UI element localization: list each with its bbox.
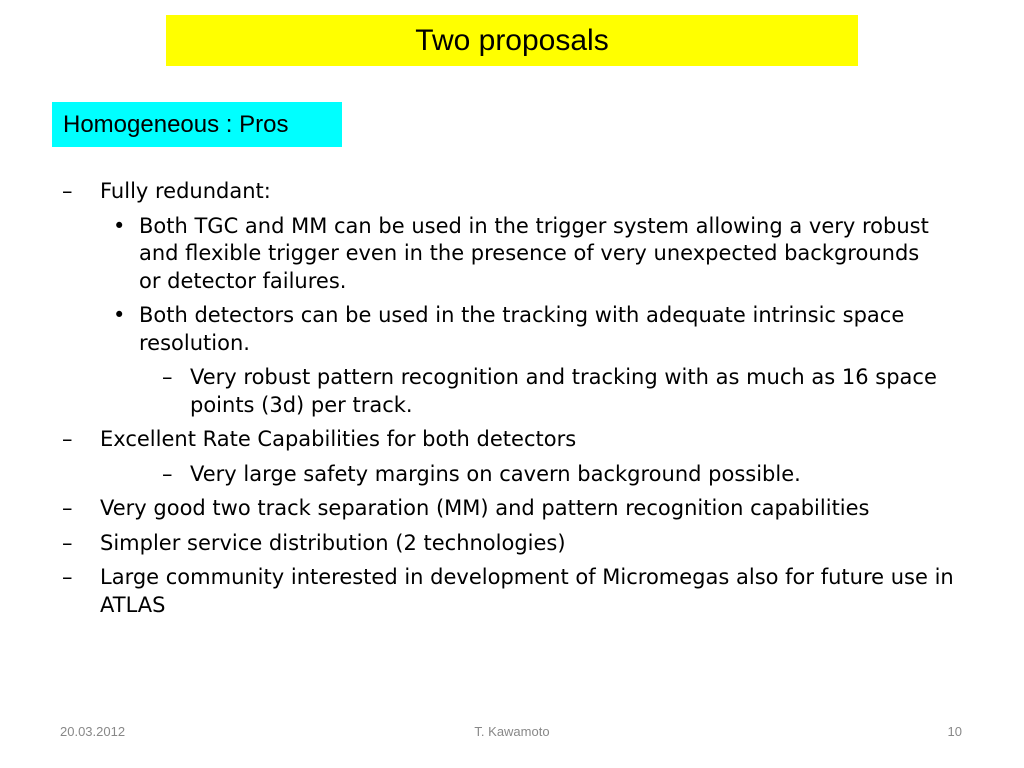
bullet-marker: •	[113, 303, 126, 327]
bullet-marker: •	[113, 213, 126, 238]
dash-marker: –	[62, 496, 73, 520]
list-item-text: Fully redundant:	[100, 179, 271, 203]
list-item-text: Simpler service distribution (2 technologies)	[100, 530, 566, 555]
footer-author: T. Kawamoto	[474, 724, 550, 739]
list-item	[113, 302, 939, 357]
list-item	[62, 495, 970, 523]
slide-subtitle-text: Homogeneous : Pros	[63, 110, 289, 138]
footer-date: 20.03.2012	[60, 724, 126, 739]
dash-marker: –	[162, 365, 173, 389]
slide-content	[0, 178, 1024, 626]
footer-page-number: 10	[947, 724, 962, 739]
list-item	[62, 530, 970, 558]
list-item	[62, 564, 970, 619]
dash-marker: –	[62, 179, 73, 203]
list-item	[162, 461, 960, 489]
dash-marker: –	[162, 461, 173, 486]
list-item-text: Both detectors can be used in the tracking with adequate intrinsic space resolution.	[139, 303, 905, 355]
dash-marker: –	[62, 530, 73, 555]
list-item	[62, 426, 970, 454]
list-item-text: Very robust pattern recognition and tracking with as much as 16 space points (3d) per track.	[190, 365, 937, 417]
list-item-text: Very good two track separation (MM) and pattern recognition capabilities	[100, 496, 870, 520]
list-item	[62, 178, 970, 206]
dash-marker: –	[62, 427, 73, 451]
list-item-text: Large community interested in development of Micromegas also for future use in ATLAS	[100, 565, 954, 617]
dash-marker: –	[62, 565, 73, 589]
list-item-text: Very large safety margins on cavern background possible.	[190, 461, 801, 486]
list-item-text: Both TGC and MM can be used in the trigger system allowing a very robust and flexible trigger even in the presence of very unexpected backgrounds or detector failures.	[139, 213, 929, 293]
list-item-text: Excellent Rate Capabilities for both detectors	[100, 427, 577, 451]
slide-title	[166, 15, 858, 66]
list-item	[162, 364, 960, 419]
slide-subtitle	[52, 102, 342, 147]
slide-title-text: Two proposals	[415, 23, 609, 57]
list-item	[113, 213, 939, 296]
